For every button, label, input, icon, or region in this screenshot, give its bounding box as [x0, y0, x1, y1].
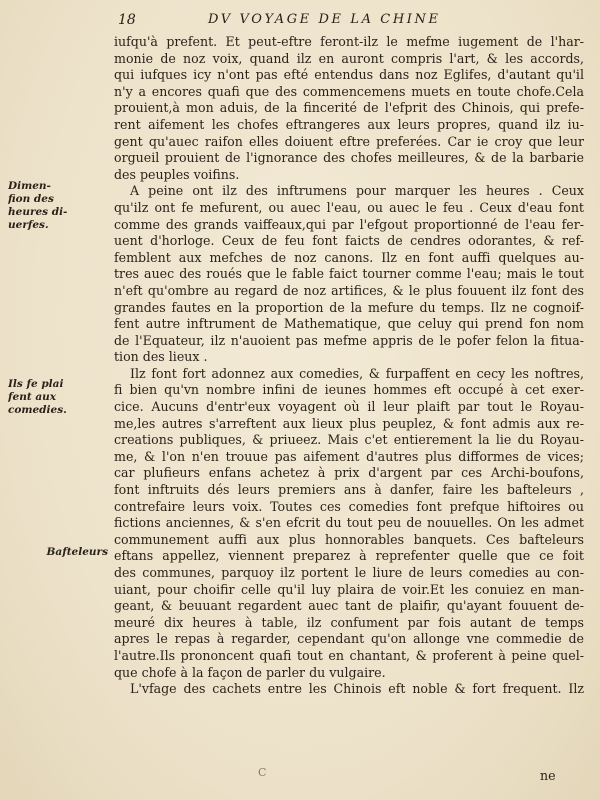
margin-note-line: Dimen-	[8, 180, 51, 192]
text-line: contrefaire leurs voix. Toutes ces comedies font prefque hiftoires ou	[114, 498, 584, 514]
margin-note-line: fent aux	[8, 391, 57, 403]
text-line: qui iufques icy n'ont pas efté entendus dans noz Eglifes, d'autant qu'il	[114, 67, 584, 83]
text-line: fent autre inftrument de Mathematique, que celuy qui prend fon nom	[114, 316, 584, 332]
text-line: n'eft qu'ombre au regard de noz artifices, & le plus fouuent ilz font des	[114, 282, 584, 298]
margin-note-line: Bafteleurs	[46, 546, 108, 558]
text-line: geant, & beuuant regardent auec tant de plaifir, qu'ayant fouuent de-	[114, 598, 584, 614]
text-line: uent d'horloge. Ceux de feu font faicts de cendres odorantes, & ref-	[114, 233, 584, 249]
text-line: me,les autres s'arreftent aux lieux plus peuplez, & font admis aux re-	[114, 415, 584, 431]
text-line: me, & l'on n'en trouue pas aifement d'autres plus difformes de vices;	[114, 448, 584, 464]
margin-note-line: heures di-	[8, 206, 68, 218]
text-line: font inftruits dés leurs premiers ans à danfer, faire les bafteleurs ,	[114, 482, 584, 498]
margin-note-line: Ils fe plai	[8, 378, 64, 390]
running-head: DV VOYAGE DE LA CHINE	[208, 12, 441, 27]
text-line: iufqu'à prefent. Et peut-eftre feront-ilz le mefme iugement de l'har-	[114, 34, 584, 49]
text-line: prouient,à mon aduis, de la fincerité de l'efprit des Chinois, qui prefe-	[114, 100, 584, 116]
text-line: communement auffi aux plus honnorables banquets. Ces bafteleurs	[114, 531, 584, 547]
text-line: grandes fautes en la proportion de la mefure du temps. Ilz ne cognoif-	[114, 299, 584, 315]
text-line: tion des lieux .	[114, 349, 208, 365]
paragraph-start: A peine ont ilz des inftrumens pour marquer les heures . Ceux	[130, 183, 584, 199]
text-line: femblent aux mefches de noz canons. Ilz en font auffi quelques au-	[114, 249, 584, 265]
text-line: n'y a encores quafi que des commencemens muets en toute chofe.Cela	[114, 83, 584, 99]
text-line: creations publiques, & priueez. Mais c'et entierement la lie du Royau-	[114, 432, 584, 448]
paragraph-start: Ilz font fort adonnez aux comedies, & furpaffent en cecy les noftres,	[130, 365, 584, 381]
margin-note-line: uerfes.	[8, 219, 49, 231]
text-line: monie de noz voix, quand ilz en auront compris l'art, & les accords,	[114, 50, 584, 66]
margin-note-line: fion des	[8, 193, 54, 205]
text-line: fi bien qu'vn nombre infini de ieunes hommes eft occupé à cet exer-	[114, 382, 584, 398]
text-line: tres auec des roués que le fable faict tourner comme l'eau; mais le tout	[114, 266, 584, 282]
paragraph-start: L'vfage des cachets entre les Chinois eft noble & fort frequent. Ilz	[130, 681, 584, 697]
text-line: apres le repas à regarder, cependant qu'on allonge vne commedie de	[114, 631, 584, 647]
text-line: comme des grands vaiffeaux,qui par l'efgout proportionné de l'eau fer-	[114, 216, 584, 232]
text-line: que chofe à la façon de parler du vulgaire.	[114, 664, 386, 680]
text-line: eftans appellez, viennent preparez à reprefenter quelle que ce foit	[114, 548, 584, 564]
text-line: des peuples voifins.	[114, 166, 240, 182]
text-line: gent qu'auec raifon elles doiuent eftre preferées. Car ie croy que leur	[114, 133, 584, 149]
catchword: ne	[540, 768, 556, 783]
text-line: des communes, parquoy ilz portent le liure de leurs comedies au con-	[114, 565, 584, 580]
margin-note-comedies	[8, 378, 108, 417]
text-line: meuré dix heures à table, ilz confument par fois autant de temps	[114, 614, 584, 630]
text-line: qu'ilz ont fe mefurent, ou auec l'eau, ou auec le feu . Ceux d'eau font	[114, 199, 584, 215]
text-line: uiant, pour choifir celle qu'il luy plaira de voir.Et les conuiez en man-	[114, 581, 584, 597]
text-line: fictions anciennes, & s'en efcrit du tout peu de nouuelles. On les admet	[114, 515, 584, 531]
signature-mark: C	[258, 766, 268, 779]
text-line: l'autre.Ils prononcent quafi tout en chantant, & proferent à peine quel-	[114, 647, 584, 663]
body-text	[114, 34, 584, 698]
margin-note-basteleurs	[8, 546, 108, 559]
margin-note-line: comedies.	[8, 404, 67, 416]
page-header	[118, 12, 578, 30]
margin-note-dimension	[8, 180, 108, 232]
page-number: 18	[118, 12, 136, 28]
text-line: de l'Equateur, ilz n'auoient pas mefme appris de le pofer felon la fitua-	[114, 332, 584, 348]
text-line: cice. Aucuns d'entr'eux voyagent où il leur plaift par tout le Royau-	[114, 399, 584, 415]
text-line: rent aifement les chofes eftrangeres aux leurs propres, quand ilz iu-	[114, 116, 584, 132]
text-line: orgueil prouient de l'ignorance des chofes meilleures, & de la barbarie	[114, 150, 584, 166]
text-line: car plufieurs enfans achetez à prix d'argent par ces Archi-boufons,	[114, 465, 584, 481]
